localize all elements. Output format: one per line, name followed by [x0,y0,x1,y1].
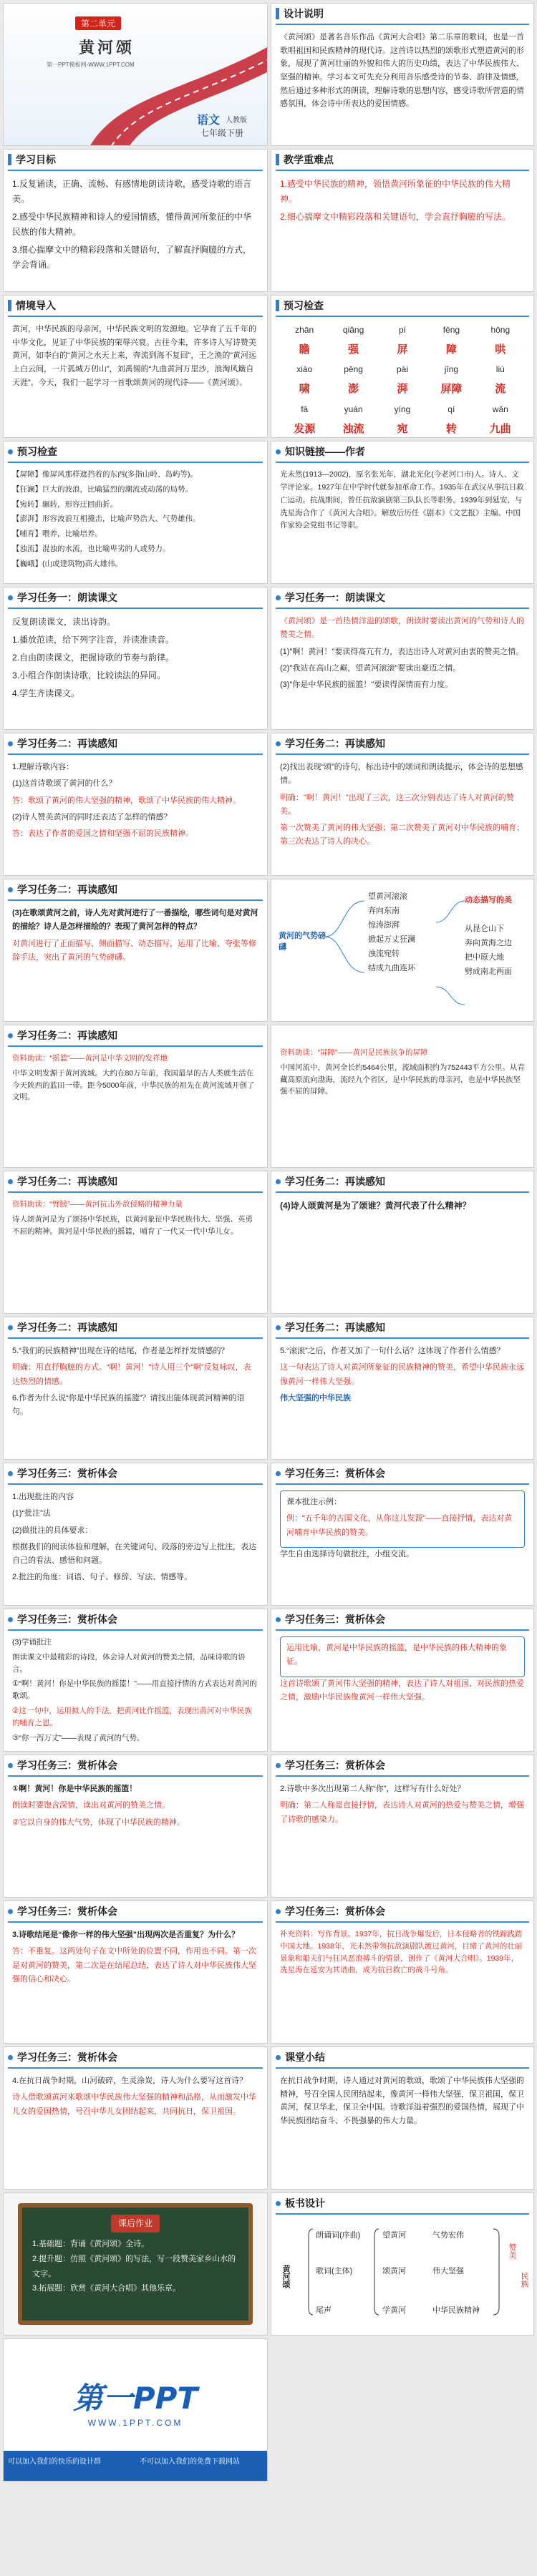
character: 哄 [495,343,506,356]
summary-title: 课堂小结 [285,2051,325,2063]
bg-text: 补充资料：写作背景。1937年，抗日战争爆发后，日本侵略者的铁蹄践踏中国大地。1938年，光未然带领抗敌演剧队渡过黄河，目睹了黄河的壮丽景象和船夫们与狂风恶浪搏斗的情景，创作了《黄河大合唱》。1939年，冼星海在延安为其谱曲，成为抗日救亡的战斗号角。 [280,1930,523,1975]
pinyin: xiào [296,364,313,375]
task-item: 答：不重复。这两处句子在文中所处的位置不同，作用也不同。第一次是对黄河的赞美，第二次是在结尾总结，表达了诗人对中华民族伟大坚强的信心和决心。 [12,1947,256,1984]
task-item: 例：“五千年的古国文化，从你这儿发源”——直接抒情，表达对黄河哺育中华民族的赞美。 [286,1514,513,1537]
pinyin: qí [448,404,455,414]
task-item: 根据我们的阅读体验和理解，在关键词句、段落的旁边写上批注，表达自己的看法、感悟和问题。 [12,1542,256,1565]
ppt-site: WWW.1PPT.COM [87,2418,183,2428]
outline-left: 尾声 [316,2306,332,2315]
task-item: ②它以自身的伟大气势，体现了中华民族的精神。 [12,1818,185,1827]
cover-slide [3,3,268,146]
pinyin: yuán [344,404,363,414]
outline-root: 黄河颂 [281,2265,290,2288]
goals-slide [3,149,268,292]
goal-item: 1.反复诵读，正确、流畅、有感情地朗读诗歌，感受诗歌的语言美。 [12,179,252,204]
task-item: 2.批注的角度：词语、句子、修辞、写法、情感等。 [12,1573,193,1582]
task-item: (3)学诵批注 [12,1638,52,1646]
map-node: 把中原大地 [465,953,504,962]
task8-title: 学习任务三：赏析体会 [17,2051,117,2063]
character: 障 [445,343,457,356]
q4b-title: 学习任务二：再读感知 [285,1176,385,1187]
character: 澎 [348,383,359,396]
task3-answer: 对黄河进行了正面描写、侧面描写、动态描写，运用了比喻、夸张等修辞手法，突出了黄河的气势磅礴。 [12,939,256,962]
intro-title: 情境导入 [16,300,56,311]
task-item: (2)做批注的具体要求： [12,1526,93,1535]
task2b-slide [271,733,534,876]
task1-slide [3,587,268,730]
page-title: 黄河颂 [79,39,135,57]
task7-title: 学习任务三：赏析体会 [17,1906,117,1917]
author-text: 光未然(1913—2002)，原名张光年，湖北光化(今老河口市)人。诗人、文学评论家。1927年在中学时代就参加革命工作。1935年在武汉从事抗日救亡运动。抗战期间，曾任抗敌演剧第三队队长等职务。1939年到延安，与冼星海合作了《黄河大合唱》。解放后历任《剧本》《文艺报》主编、中国作家协会党组书记等职。 [280,470,524,530]
task5b-title: 学习任务三：赏析体会 [285,1614,385,1625]
analysis-box [280,1636,525,1677]
q4-label: 资料助读：“臂膀”——黄河抗击外敌侵略的精神力量 [12,1200,183,1209]
road-graphic [4,4,268,146]
material-text: 中华文明发源于黄河流域。大约在80万年前，我国最早的古人类就生活在今天陕西的蓝田一带。距今5000年前，中华民族的祖先在黄河流域开创了文明。 [12,1068,255,1102]
pinyin: pài [396,364,408,375]
outline-left: 歌词(主体) [316,2267,353,2275]
ppt-logo: 第一PPT [72,2381,198,2416]
task-item: 1.出现批注的内容 [12,1493,74,1501]
task-item: (2)诗人赞美黄河的同时还表达了怎样的情感？ [12,812,172,821]
task-item: ③“你一泻万丈”——表现了黄河的气势。 [12,1733,145,1742]
character: 啸 [299,383,310,396]
task4b-title: 学习任务三：赏析体会 [285,1468,385,1479]
task-item: 1.播放范读，给下列字注音，并读准读音。 [12,635,175,645]
map-node: 动态描写的美 [465,896,512,904]
chalkboard [18,2203,253,2325]
goal-item: 2.感受中华民族精神和诗人的爱国情感，懂得黄河所象征的中华民族的伟大精神。 [12,212,252,237]
character: 屏障 [440,383,463,396]
task3-map-slide [271,879,534,1022]
outline-right: 气势宏伟 [432,2231,464,2240]
map-node: 惊涛澎湃 [368,921,400,930]
task-item: (3)"你是中华民族的摇篮！"要读得深情而有力度。 [280,680,453,689]
outline-slide [271,2192,534,2336]
q5-item: 6.作者为什么说“你是中华民族的摇篮”？请找出能体现黄河精神的语句。 [12,1393,245,1416]
keys-slide [271,149,534,292]
task-item: 1.理解诗歌内容： [12,763,74,771]
word-item: 【狂澜】巨大的波浪，比喻猛烈的潮流或动荡的局势。 [12,484,193,494]
unit-label: 第二单元 [75,16,121,30]
task2-slide [3,733,268,876]
task-item: 这首诗歌颂了黄河伟大坚强的精神，表达了诗人对祖国、对民族的热爱之情，激励中华民族像黄河一样伟大坚强。 [280,1679,524,1702]
task4-title: 学习任务三：赏析体会 [17,1468,117,1479]
goal-item: 3.细心揣摩文中的精彩段落和关键语句，了解直抒胸臆的方式，学会背诵。 [12,245,252,270]
example-box [280,1491,525,1548]
task1b-title: 学习任务一：朗读课文 [285,592,385,603]
material-title: 学习任务二：再读感知 [17,1030,117,1041]
q6-title: 学习任务二：再读感知 [285,1322,385,1333]
design-text: 《黄河颂》是著名音乐作品《黄河大合唱》第二乐章的歌词，也是一首歌唱祖国和民族精神的现代诗。这首诗以热烈的颂歌形式塑造黄河的形象，展现了黄河壮丽的外貌和伟大的历史功绩，表达了中华民族伟大、坚强的精神。学习本文可先充分利用音乐感受诗的节奏、韵律及情感，然后通过多种形式的朗读，理解诗歌的思想内容，感受诗歌所营造的情感氛围，体会诗中所表达的爱国情感。 [280,33,524,109]
design-title: 设计说明 [284,8,324,19]
map-node: 望黄河滚滚 [368,892,407,901]
goals-title: 学习目标 [16,154,56,165]
words-slide [3,441,268,584]
task6-slide [3,1755,268,1898]
bg-slide [271,1901,534,2044]
character: 流 [495,383,506,396]
map-node: 奔向东南 [368,907,400,915]
task-item: 朗读时要饱含深情，读出对黄河的赞美之情。 [12,1801,170,1810]
map-node: 劈成南北两面 [465,967,512,976]
intro-text: 黄河，中华民族的母亲河，中华民族文明的发源地。它孕育了五千年的中华文化，见证了中华民族的荣辱兴衰。古往今来，许多诗人写诗赞美黄河，如李白的“黄河之水天上来，奔流到海不复回”，王之涣的“黄河远上白云间，一片孤城万仞山”，刘禹锡的“九曲黄河万里沙，浪淘风簸自天涯”。今天，我们一起学习一首歌颂黄河的现代诗——《黄河颂》。 [12,325,256,387]
task5-slide [3,1609,268,1752]
task3-slide [3,879,268,1022]
key-item: 2.细心揣摩文中精彩段落和关键语句，学会直抒胸臆的写法。 [280,212,511,222]
task-item: 明确：第二人称是直接抒情，表达诗人对黄河的热爱与赞美之情，增强了诗歌的感染力。 [280,1801,524,1824]
bg-title: 学习任务三：赏析体会 [285,1906,385,1917]
material-label: 资料助读：“屏障”——黄河是民族抗争的屏障 [280,1048,428,1057]
task-item: (1)"啊！黄河！"要读得高亢有力，表达出诗人对黄河由衷的赞美之情。 [280,647,524,656]
q5-title: 学习任务二：再读感知 [17,1322,117,1333]
task-item: 反复朗读课文，读出诗韵。 [12,617,116,627]
key-item: 1.感受中华民族的精神，领悟黄河所象征的中华民族的伟大精神。 [280,179,511,204]
task5b-slide [271,1609,534,1752]
outline-right: 伟大坚强 [432,2267,464,2275]
task-item: ②这一句中，运用拟人的手法，把黄河比作摇篮，表现出黄河对中华民族的哺育之恩。 [12,1706,252,1727]
pinyin: fā [301,404,309,414]
task-item: 课本批注示例： [286,1498,342,1506]
q6-text: 伟大坚强的中华民族 [280,1393,351,1402]
design-header [271,4,533,24]
task-text: 运用比喻，黄河是中华民族的摇篮，是中华民族的伟大精神的象征。 [286,1644,507,1667]
character: 转 [445,422,457,435]
map-root: 黄河的气势磅礴 [279,932,326,952]
task-item: 3.诗歌结尾是“像你一样的伟大坚强”出现两次是否重复？为什么？ [12,1931,240,1939]
q5-slide [3,1317,268,1460]
q5-item: 5.“我们的民族精神”出现在诗的结尾，作者是怎样抒发情感的？ [12,1347,229,1355]
q5-item: 明确：用直抒胸臆的方式。“啊！黄河！”诗人用三个“啊”反复咏叹，表达热烈的情感。 [12,1363,251,1386]
pinyin: yíng [394,404,411,414]
character: 宛 [397,422,408,435]
character: 强 [348,343,359,356]
task-item: 诗人借歌颂黄河来歌颂中华民族伟大坚强的精神和品格，从而激发中华儿女的爱国热情，号召中华儿女团结起来，共同抗日，保卫祖国。 [12,2093,256,2116]
task-item: 答：歌颂了黄河的伟大坚强的精神，歌颂了中华民族的伟大精神。 [12,796,241,805]
task-item: 3.小组合作朗读诗歌，比较读法的异同。 [12,670,166,680]
outline-diagram [271,2215,533,2329]
task-item: 答：表达了作者的爱国之情和坚强不屈的民族精神。 [12,829,193,838]
map-node: 奔向黄海之边 [465,939,512,947]
pinyin: zhān [295,325,314,335]
q6-slide [271,1317,534,1460]
preview-slide [271,295,534,438]
outline-side: 民族 [520,2272,528,2288]
task4b-slide [271,1463,534,1606]
task-item: (1)这首诗歌颂了黄河的什么？ [12,779,117,789]
task-item: 明确："啊！黄河！"出现了三次，这三次分别表达了诗人对黄河的赞美。 [280,793,514,816]
task1b-slide [271,587,534,730]
q6-answer: 这一句表达了诗人对黄河所象征的民族精神的赞美，希望中华民族永远像黄河一样伟大坚强。 [280,1363,524,1386]
task3-question: (3)在歌颂黄河之前，诗人先对黄河进行了一番描绘，哪些词句是对黄河的描绘？诗人是怎样描绘的？表现了黄河怎样的特点？ [12,909,258,932]
task-item: (1)“批注”法 [12,1509,51,1518]
map-node: 从昆仑山下 [465,924,504,933]
pinyin: pēng [344,364,363,375]
material-text: 中国河流中，黄河全长约5464公里，流域面积约为752443平方公里。从青藏高原流向渤海，流经九个省区，是中华民族的母亲河，也是中华民族坚强不屈的屏障。 [280,1063,525,1096]
summary-text: 在抗日战争时期，诗人通过对黄河的歌颂，歌颂了中华民族伟大坚强的精神，号召全国人民团结起来，像黄河一样伟大坚强，保卫祖国，保卫黄河，保卫华北，保卫全中国。诗歌洋溢着强烈的爱国热情，展现了中华民族团结奋斗、不畏强暴的伟大力量。 [280,2077,524,2126]
map-node: 掀起万丈狂澜 [368,935,415,944]
outline-mid: 颂黄河 [382,2267,406,2275]
q4-slide [3,1171,268,1314]
map-node: 浊流宛转 [368,950,400,958]
word-item: 【哺育】喂养，比喻培养。 [12,530,102,539]
task-item: ①“啊！黄河！你是中华民族的摇篮！”——用直接抒情的方式表达对黄河的歌颂。 [12,1679,257,1701]
task2-title: 学习任务二：再读感知 [17,738,117,749]
material-label: 资料助读：“摇篮”——黄河是中华文明的发祥地 [12,1054,168,1063]
outline-mid: 望黄河 [382,2231,406,2240]
footer-slide [3,2338,268,2482]
q4-text: 诗人颂黄河是为了颂扬中华民族，以黄河象征中华民族伟大、坚强、英勇不屈的精神。黄河是中华民族的摇篮，哺育了一代又一代中华儿女。 [12,1214,253,1236]
pinyin-grid [280,323,525,438]
task-text: 《黄河颂》是一首热情洋溢的颂歌，朗读时要读出黄河的气势和诗人的赞美之情。 [280,617,524,640]
keys-title: 教学重难点 [284,154,334,165]
task6b-title: 学习任务三：赏析体会 [285,1760,385,1771]
outline-title: 板书设计 [285,2197,325,2209]
board-item: 2.提升题：仿照《黄河颂》的写法，写一段赞美家乡山水的文字。 [32,2254,236,2278]
character: 发源 [294,422,316,435]
task1-title: 学习任务一：朗读课文 [17,592,117,603]
q6-question: 5.“滚滚”之后，作者又加了一句什么话？这体现了作者什么情感？ [280,1347,505,1355]
task6-title: 学习任务三：赏析体会 [17,1760,117,1771]
site-text: 第一PPT模板网-WWW.1PPT.COM [47,62,135,68]
q4b-slide [271,1171,534,1314]
pinyin: liú [495,364,505,375]
task3-title: 学习任务二：再读感知 [17,884,117,895]
summary-slide [271,2046,534,2190]
footer-note: 不可以加入我们的免费下载网站 [140,2458,240,2466]
material-slide [3,1025,268,1168]
character: 瞻 [299,343,310,356]
word-item: 【浊流】混浊的水流，也比喻卑劣的人或势力。 [12,544,170,553]
edition-label: 人教版 [226,117,247,125]
task-item: 第一次赞美了黄河的伟大坚强；第二次赞美了黄河对中华民族的哺育；第三次表达了诗人的决心。 [280,824,524,847]
character: 九曲 [489,422,511,435]
pinyin: qiǎng [342,325,364,335]
outline-mid: 学黄河 [382,2306,406,2315]
preview-title: 预习检查 [284,300,324,311]
mind-map [271,879,533,1021]
material2-slide [271,1025,534,1168]
intro-slide [3,295,268,438]
outline-right: 中华民族精神 [432,2306,480,2315]
task-item: (2)找出表现“颂”的诗句，标出诗中的颂词和朗读提示，体会诗的思想感情。 [280,763,523,786]
outline-side: 赞美 [508,2243,516,2259]
q4-title: 学习任务二：再读感知 [17,1176,117,1187]
task-item: 学生自由选择诗句做批注，小组交流。 [280,1549,414,1558]
word-item: 【澎湃】形容波浪互相撞击，比喻声势浩大、气势雄伟。 [12,514,200,524]
pinyin: hōng [490,325,511,335]
author-slide [271,441,534,584]
character: 浊流 [342,422,364,435]
map-node: 结成九曲连环 [368,964,415,972]
task-item: 2.诗歌中多次出现第二人称“你”，这样写有什么好处？ [280,1785,465,1793]
character: 屏 [397,343,408,356]
task8-slide [3,2046,268,2190]
task5-title: 学习任务三：赏析体会 [17,1614,117,1625]
q4-question: (4)诗人颂黄河是为了颂谁？黄河代表了什么精神？ [280,1201,471,1211]
design-slide [271,3,534,146]
task-item: ①啊！黄河！你是中华民族的摇篮！ [12,1785,137,1793]
footer-note: 可以加入我们的快乐的设计群 [8,2458,101,2466]
task-item: 4.在抗日战争时期，山河破碎，生灵涂炭，诗人为什么要写这首诗？ [12,2077,248,2085]
pinyin: jīng [444,364,459,375]
subject-label: 语文 [197,114,221,127]
task-item: 朗读课文中最精彩的诗段，体会诗人对黄河的赞美之情，品味诗歌的语言。 [12,1652,246,1674]
board-slide [3,2192,268,2336]
character: 湃 [397,383,408,396]
words-title: 预习检查 [17,446,57,457]
outline-left: 朗诵词(序曲) [316,2231,361,2240]
grade-label: 七年级下册 [200,128,244,138]
pinyin: wǎn [492,404,508,414]
word-item: 【屏障】像屏风那样遮挡着的东西(多指山岭、岛屿等)。 [12,470,198,479]
task-item: (2)"我站在高山之巅，望黄河滚滚"要读出豪迈之情。 [280,663,461,673]
board-item: 1.基础题：背诵《黄河颂》全诗。 [32,2239,150,2248]
task4-slide [3,1463,268,1606]
task2b-title: 学习任务二：再读感知 [285,738,385,749]
board-item: 3.拓展题：欣赏《黄河大合唱》其他乐章。 [32,2284,181,2293]
task-item: 2.自由朗读课文，把握诗歌的节奏与韵律。 [12,653,175,663]
board-title: 课后作业 [111,2215,160,2233]
task7-slide [3,1901,268,2044]
pinyin: pí [398,325,406,335]
task6b-slide [271,1755,534,1898]
word-item: 【宛转】辗转，形容迂回曲折。 [12,499,117,509]
pinyin: fēng [442,325,460,335]
word-item: 【巍峨】(山或建筑物)高大雄伟。 [12,559,122,568]
task-item: 4.学生齐读课文。 [12,688,80,698]
author-title: 知识链接——作者 [285,446,365,457]
